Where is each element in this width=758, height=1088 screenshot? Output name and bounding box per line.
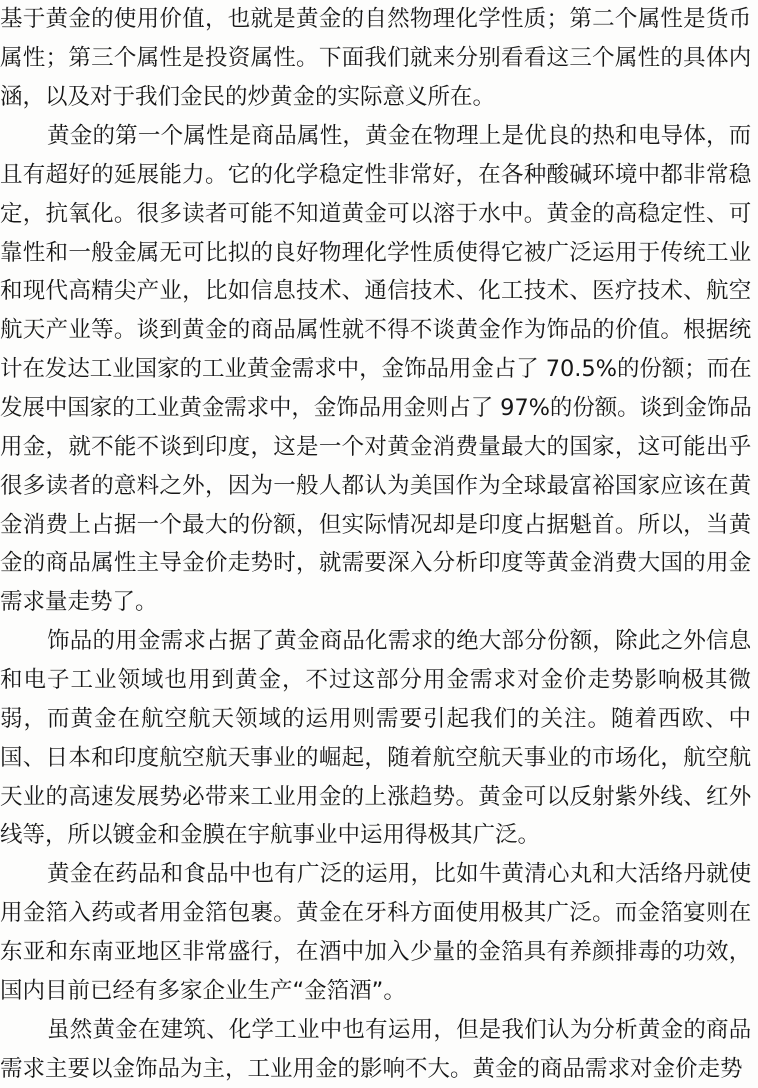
text-line: 定，抗氧化。很多读者可能不知道黄金可以溶于水中。黄金的高稳定性、可 <box>0 200 752 227</box>
paragraph-first-line: 饰品的用金需求占据了黄金商品化需求的绝大部分份额，除此之外信息 <box>47 628 752 655</box>
text-line: 基于黄金的使用价值，也就是黄金的自然物理化学性质；第二个属性是货币 <box>0 6 752 33</box>
text-line: 金的商品属性主导金价走势时，就需要深入分析印度等黄金消费大国的用金 <box>0 550 752 577</box>
text-line: 弱，而黄金在航空航天领域的运用则需要引起我们的关注。随着西欧、中 <box>0 705 753 732</box>
text-line: 属性；第三个属性是投资属性。下面我们就来分别看看这三个属性的具体内 <box>0 45 752 72</box>
paragraph-first-line: 黄金的第一个属性是商品属性，黄金在物理上是优良的热和电导体，而 <box>47 123 752 149</box>
text-line: 很多读者的意料之外，因为一般人都认为美国作为全球最富裕国家应该在黄 <box>0 472 752 499</box>
text-line: 计在发达工业国家的工业黄金需求中，金饰品用金占了 70.5%的份额；而在 <box>0 356 752 383</box>
text-line: 国、日本和印度航空航天事业的崛起，随着航空航天事业的市场化，航空航 <box>0 744 752 771</box>
text-line: 靠性和一般金属无可比拟的良好物理化学性质使得它被广泛运用于传统工业 <box>0 239 752 266</box>
text-line: 且有超好的延展能力。它的化学稳定性非常好，在各种酸碱环境中都非常稳 <box>0 161 752 188</box>
text-line: 天业的高速发展势必带来工业用金的上涨趋势。黄金可以反射紫外线、红外 <box>0 783 752 810</box>
text-line: 用金，就不能不谈到印度，这是一个对黄金消费量最大的国家，这可能出乎 <box>0 433 752 460</box>
text-line: 东亚和东南亚地区非常盛行，在酒中加入少量的金箔具有养颜排毒的功效， <box>0 939 752 965</box>
text-line: 和现代高精尖产业，比如信息技术、通信技术、化工技术、医疗技术、航空 <box>0 278 752 305</box>
paragraph-first-line: 虽然黄金在建筑、化学工业中也有运用，但是我们认为分析黄金的商品 <box>47 1016 752 1043</box>
text-line: 航天产业等。谈到黄金的商品属性就不得不谈黄金作为饰品的价值。根据统 <box>0 317 752 344</box>
text-line: 和电子工业领域也用到黄金，不过这部分用金需求对金价走势影响极其微 <box>0 667 753 693</box>
text-line: 线等，所以镀金和金膜在宇航事业中运用得极其广泛。 <box>0 822 541 849</box>
text-line: 涵，以及对于我们金民的炒黄金的实际意义所在。 <box>0 84 496 111</box>
text-line: 需求量走势了。 <box>0 589 158 616</box>
text-line: 金消费上占据一个最大的份额，但实际情况却是印度占据魁首。所以，当黄 <box>0 511 752 538</box>
text-line: 需求主要以金饰品为主，工业用金的影响不大。黄金的商品需求对金价走势 <box>0 1055 743 1082</box>
paragraph-first-line: 黄金在药品和食品中也有广泛的运用，比如牛黄清心丸和大活络丹就使 <box>47 861 752 888</box>
text-line: 发展中国家的工业黄金需求中，金饰品用金则占了 97%的份额。谈到金饰品 <box>0 395 752 421</box>
text-line: 用金箔入药或者用金箔包裹。黄金在牙科方面使用极其广泛。而金箔宴则在 <box>0 900 752 927</box>
text-line: 国内目前已经有多家企业生产“金箔酒”。 <box>0 977 406 1004</box>
